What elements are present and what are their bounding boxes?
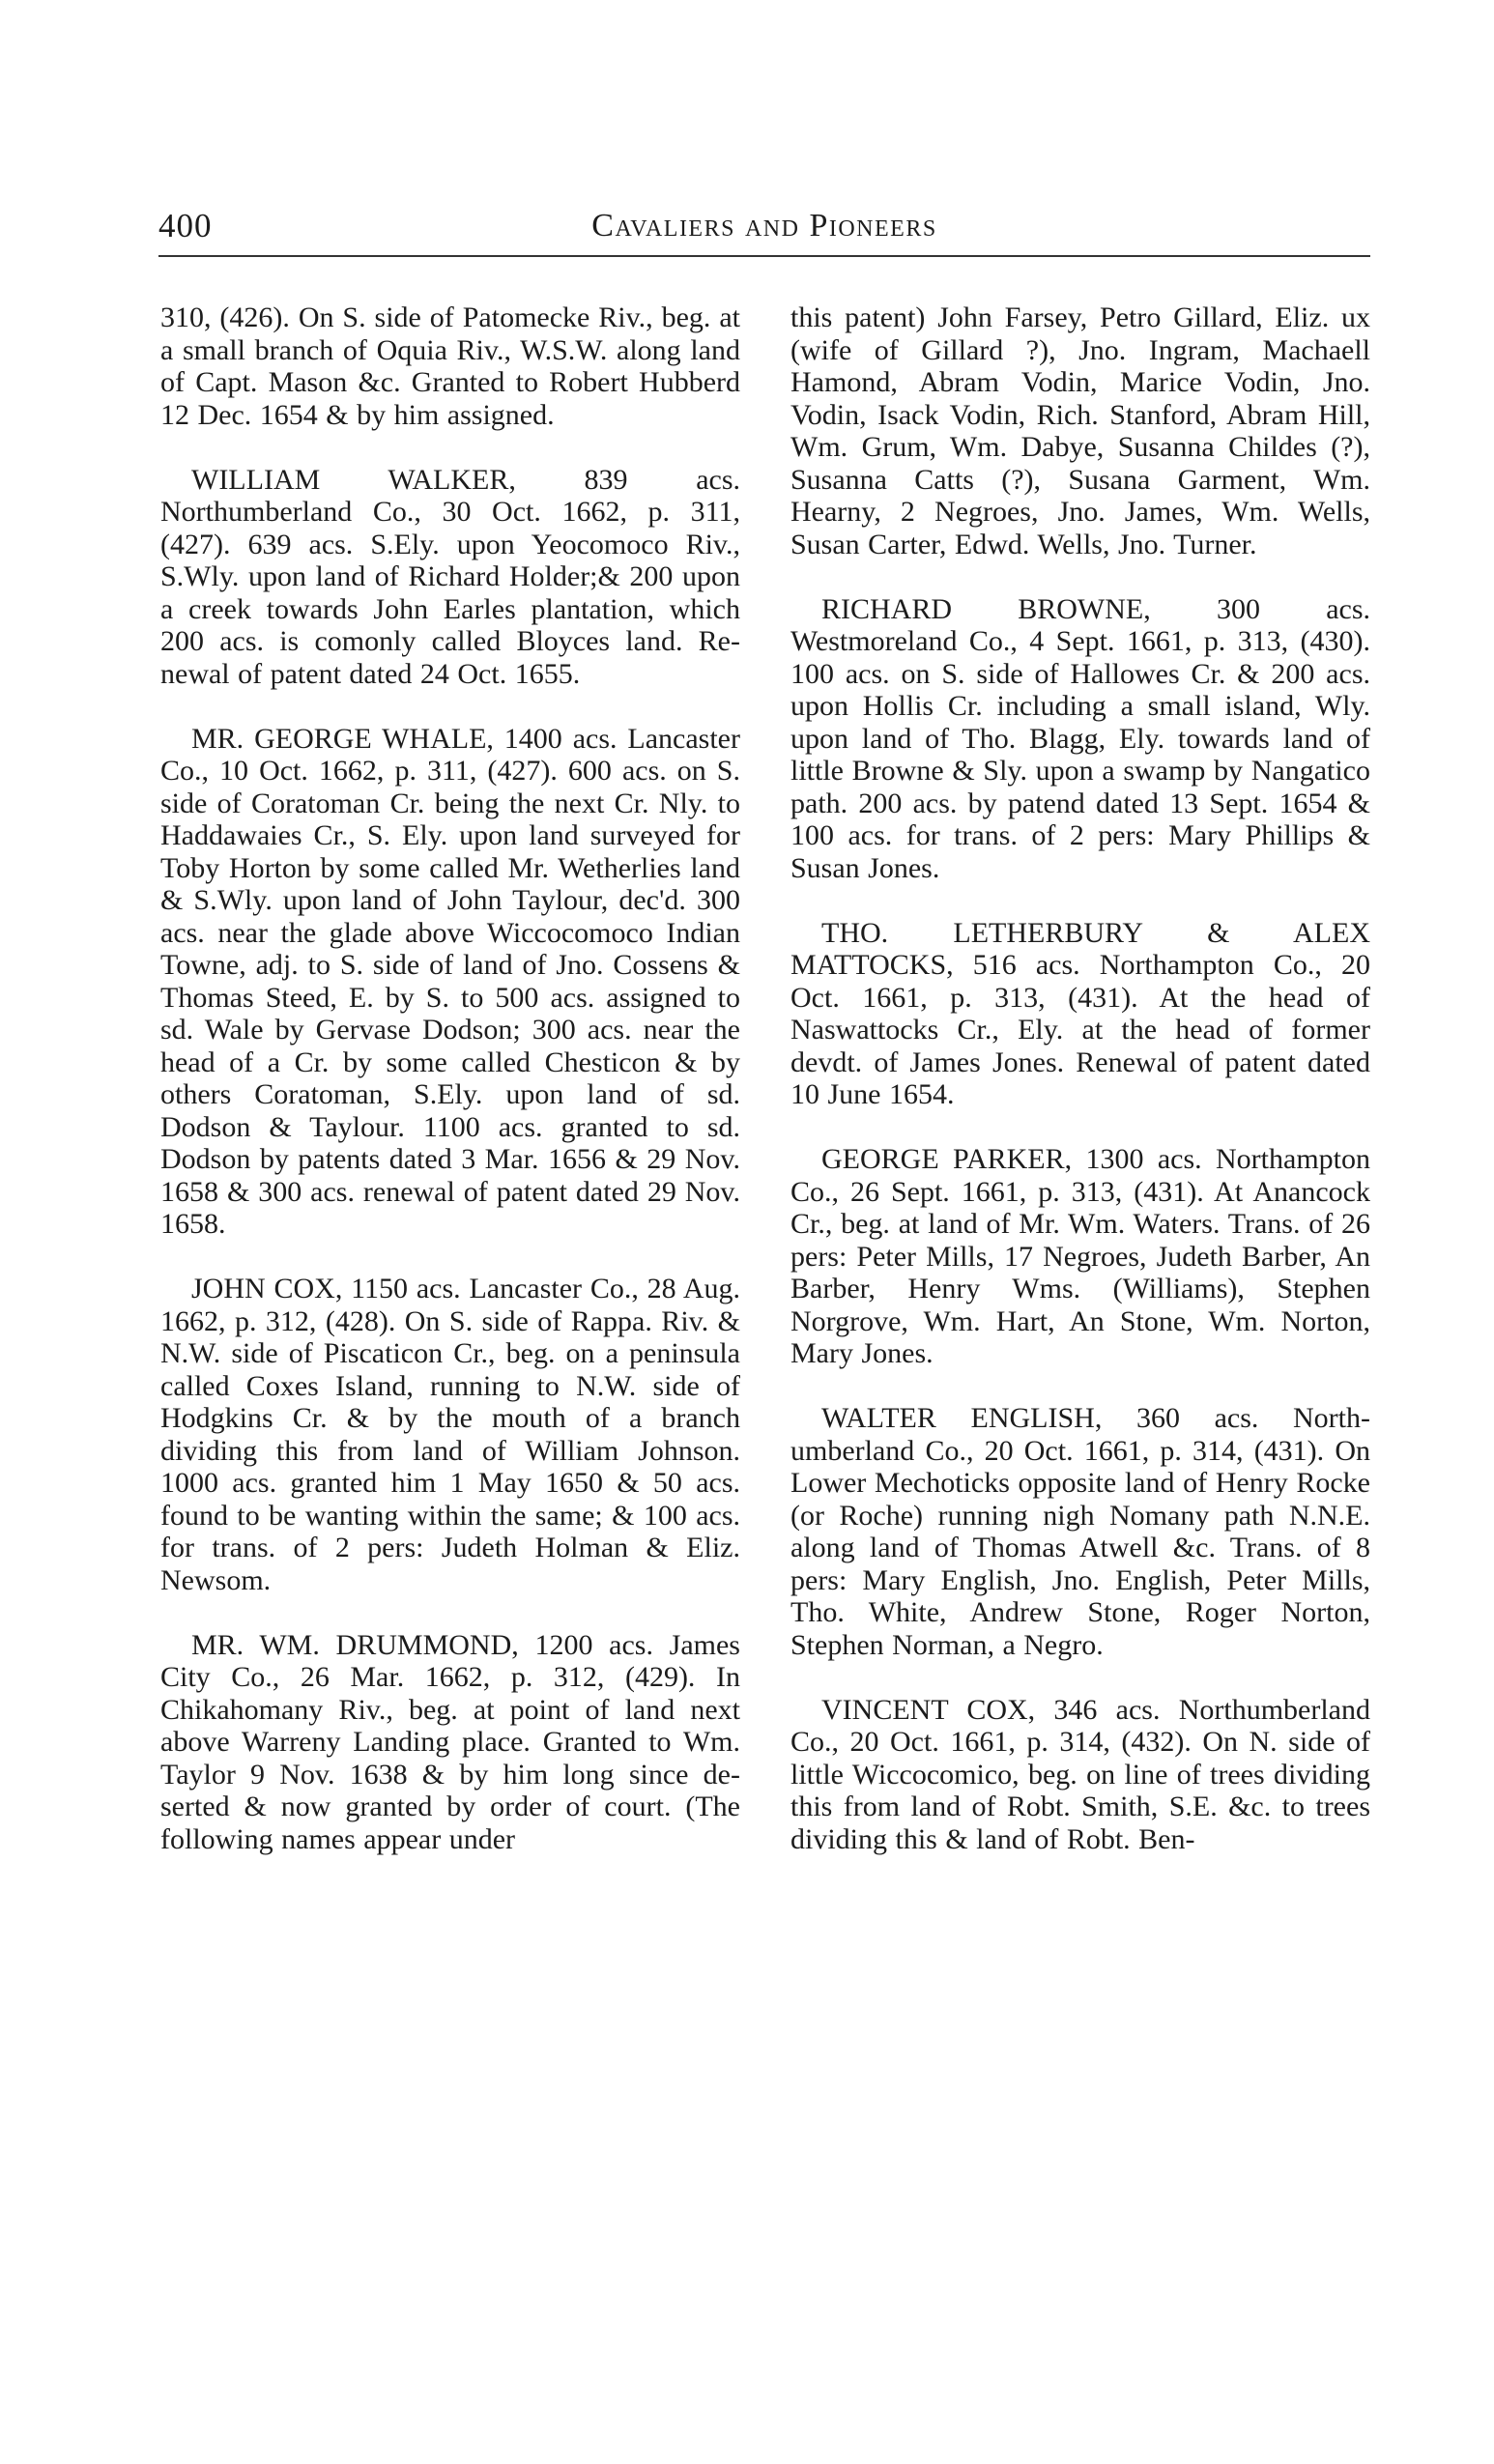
- entry-george-whale: MR. GEORGE WHALE, 1400 acs. Lancaster Co., 10 Oct. 1662, p. 311, (427). 600 acs. on S. side of Coratoman Cr. being the next Cr. Nly. to Haddawaies Cr., S. Ely. upon land surveyed for Toby Horton by some called Mr. Wetherlies land & S.Wly. upon land of John Taylour, dec'd. 300 acs. near the glade above Wiccocomoco Indian Towne, adj. to S. side of land of Jno. Cossens & Thomas Steed, E. by S. to 500 acs. assigned to sd. Wale by Gervase Dodson; 300 acs. near the head of a Cr. by some called Chesticon & by others Coratoman, S.Ely. upon land of sd. Dodson & Taylour. 1100 acs. granted to sd. Dodson by patents dated 3 Mar. 1656 & 29 Nov. 1658 & 300 acs. renewal of patent dated 29 Nov. 1658.: [160, 722, 740, 1240]
- header-rule: [158, 255, 1370, 257]
- right-column: [790, 301, 1370, 1855]
- page-header: [158, 201, 1370, 251]
- entry-richard-browne: RICHARD BROWNE, 300 acs. Westmoreland Co., 4 Sept. 1661, p. 313, (430). 100 acs. on S. side of Hallowes Cr. & 200 acs. upon Hollis Cr. including a small island, Wly. upon land of Tho. Blagg, Ely. towards land of little Browne & Sly. upon a swamp by Nangatico path. 200 acs. by patend dated 13 Sept. 1654 & 100 acs. for trans. of 2 pers: Mary Phillips & Susan Jones.: [790, 592, 1370, 884]
- entry-vincent-cox: VINCENT COX, 346 acs. Northumberland Co., 20 Oct. 1661, p. 314, (432). On N. side of little Wiccocomico, beg. on line of trees dividing this from land of Robt. Smith, S.E. &c. to trees dividing this & land of Robt. Ben-: [790, 1693, 1370, 1855]
- entry-william-walker: WILLIAM WALKER, 839 acs. Northumberland Co., 30 Oct. 1662, p. 311, (427). 639 acs. S.Ely. upon Yeocomoco Riv., S.Wly. upon land of Richard Holder;& 200 upon a creek towards John Earles plantation, which 200 acs. is comonly called Bloyces land. Renewal of patent dated 24 Oct. 1655.: [160, 463, 740, 690]
- entry-george-parker: GEORGE PARKER, 1300 acs. Northampton Co., 26 Sept. 1661, p. 313, (431). At Anancock Cr., beg. at land of Mr. Wm. Waters. Trans. of 26 pers: Peter Mills, 17 Negroes, Judeth Barber, An Barber, Henry Wms. (Williams), Stephen Norgrove, Wm. Hart, An Stone, Wm. Norton, Mary Jones.: [790, 1143, 1370, 1369]
- left-column: [160, 301, 740, 1855]
- page-number: 400: [158, 207, 213, 244]
- entry-wm-drummond: MR. WM. DRUMMOND, 1200 acs. James City Co., 26 Mar. 1662, p. 312, (429). In Chikahomany Riv., beg. at point of land next above Warreny Landing place. Granted to Wm. Taylor 9 Nov. 1638 & by him long since deserted & now granted by order of court. (The following names appear under: [160, 1628, 740, 1855]
- entry-walter-english: WALTER ENGLISH, 360 acs. Northumberland Co., 20 Oct. 1661, p. 314, (431). On Lower Mechoticks opposite land of Henry Rocke (or Roche) running nigh Nomany path N.N.E. along land of Thomas Atwell &c. Trans. of 8 pers: Mary English, Jno. English, Peter Mills, Tho. White, Andrew Stone, Roger Norton, Stephen Norman, a Negro.: [790, 1402, 1370, 1661]
- entry-john-cox: JOHN COX, 1150 acs. Lancaster Co., 28 Aug. 1662, p. 312, (428). On S. side of Rappa. Riv. & N.W. side of Piscaticon Cr., beg. on a peninsula called Coxes Island, running to N.W. side of Hodgkins Cr. & by the mouth of a branch dividing this from land of William Johnson. 1000 acs. granted him 1 May 1650 & 50 acs. found to be wanting within the same; & 100 acs. for trans. of 2 pers: Judeth Holman & Eliz. Newsom.: [160, 1273, 740, 1596]
- entry-letherbury-mattocks: THO. LETHERBURY & ALEX MATTOCKS, 516 acs. Northampton Co., 20 Oct. 1661, p. 313, (431). At the head of Naswattocks Cr., Ely. at the head of former devdt. of James Jones. Renewal of patent dated 10 June 1654.: [790, 916, 1370, 1110]
- entry-continued: 310, (426). On S. side of Patomecke Riv., beg. at a small branch of Oquia Riv., W.S.W. along land of Capt. Mason &c. Granted to Robert Hubberd 12 Dec. 1654 & by him assigned.: [160, 301, 740, 431]
- entry-drummond-continued: this patent) John Farsey, Petro Gillard, Eliz. ux (wife of Gillard ?), Jno. Ingram, Machaell Hamond, Abram Vodin, Marice Vodin, Jno. Vodin, Isack Vodin, Rich. Stanford, Abram Hill, Wm. Grum, Wm. Dabye, Susanna Childes (?), Susanna Catts (?), Susana Garment, Wm. Hearny, 2 Negroes, Jno. James, Wm. Wells, Susan Carter, Edwd. Wells, Jno. Turner.: [790, 301, 1370, 560]
- running-title: Cavaliers and Pioneers: [591, 208, 937, 244]
